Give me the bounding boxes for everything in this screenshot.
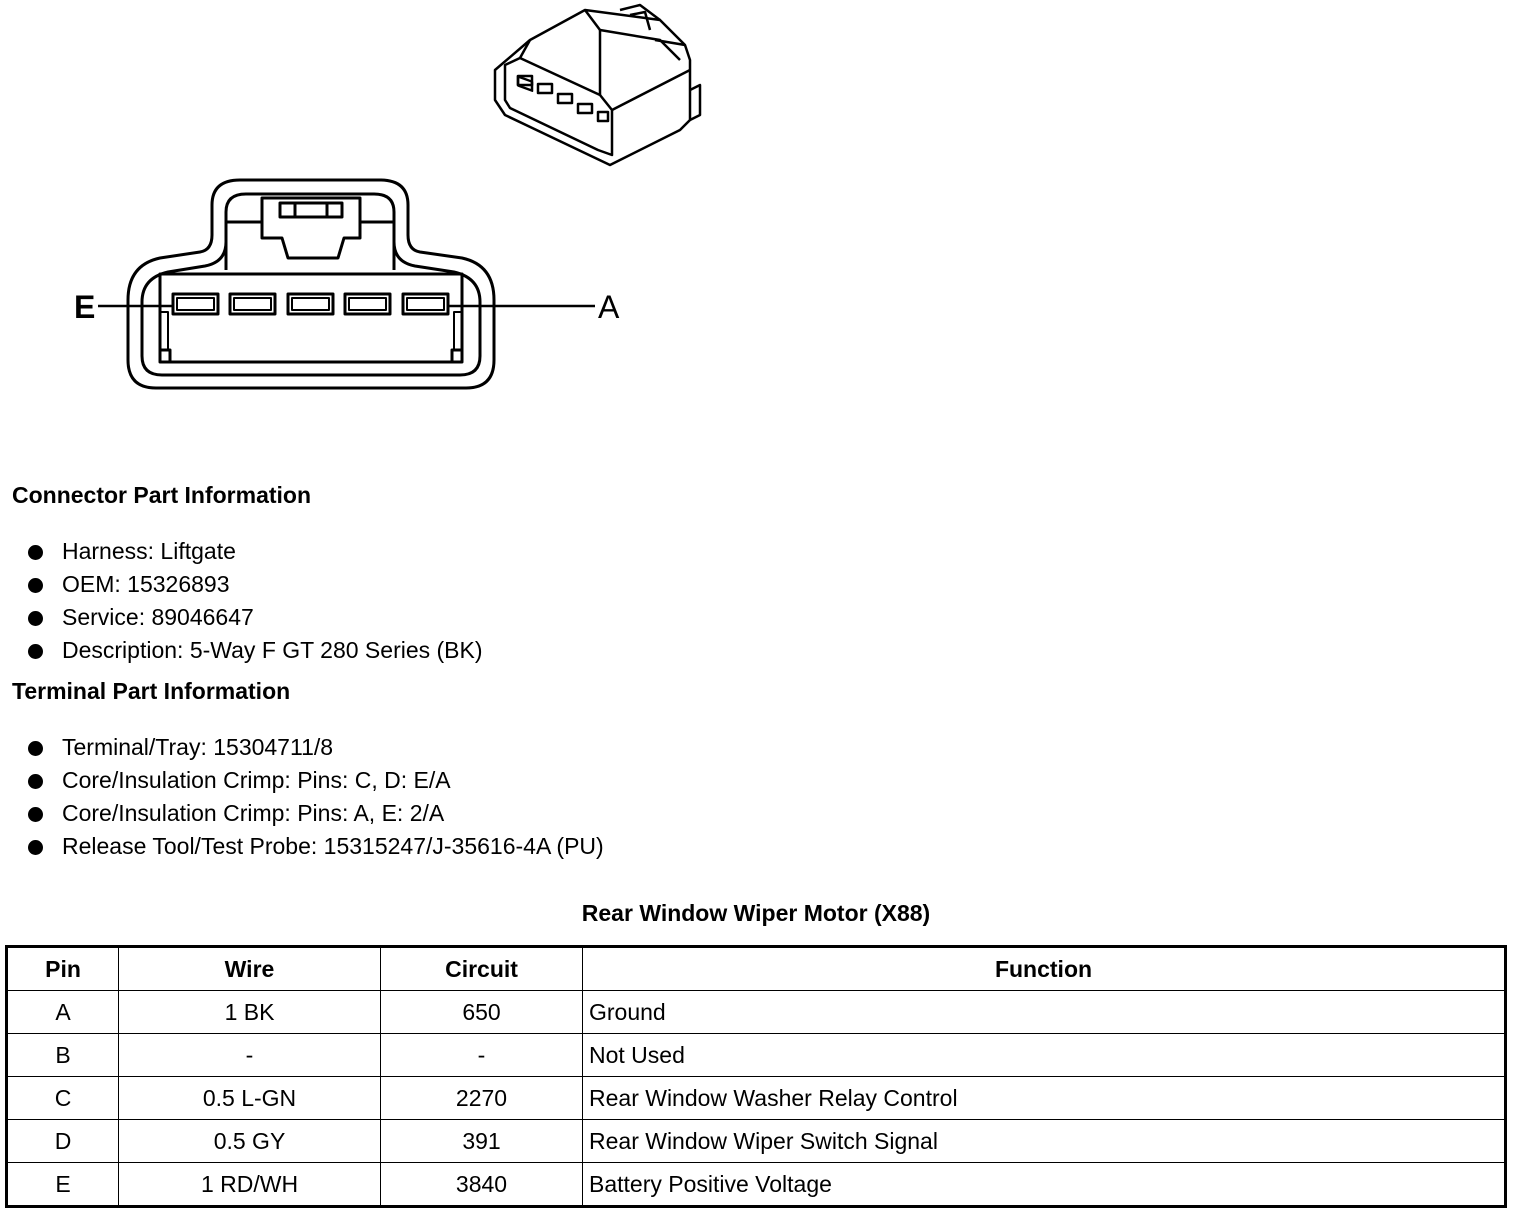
list-item: Core/Insulation Crimp: Pins: C, D: E/A <box>28 764 604 797</box>
list-item: Description: 5-Way F GT 280 Series (BK) <box>28 634 483 667</box>
connector-illustration <box>0 0 1520 440</box>
circuit-cell: - <box>381 1034 583 1077</box>
column-header-pin: Pin <box>7 947 119 991</box>
pin-cell: E <box>7 1163 119 1207</box>
circuit-cell: 3840 <box>381 1163 583 1207</box>
table-title: Rear Window Wiper Motor (X88) <box>581 900 931 926</box>
function-cell: Ground <box>583 991 1506 1034</box>
terminal-info-list <box>28 731 604 863</box>
list-item: Service: 89046647 <box>28 601 483 634</box>
pin-label-a: A <box>598 289 620 325</box>
bullet-icon <box>28 578 43 593</box>
table-row <box>7 1163 1506 1207</box>
circuit-cell: 650 <box>381 991 583 1034</box>
table-header-row <box>7 947 1506 991</box>
pin-cell: A <box>7 991 119 1034</box>
wire-cell: 1 BK <box>119 991 381 1034</box>
bullet-icon <box>28 741 43 756</box>
table-row <box>7 1034 1506 1077</box>
list-item: OEM: 15326893 <box>28 568 483 601</box>
wire-cell: 0.5 GY <box>119 1120 381 1163</box>
wire-cell: 0.5 L-GN <box>119 1077 381 1120</box>
function-cell: Rear Window Washer Relay Control <box>583 1077 1506 1120</box>
circuit-cell: 391 <box>381 1120 583 1163</box>
terminal-info-heading: Terminal Part Information <box>12 678 291 704</box>
bullet-icon <box>28 774 43 789</box>
pinout-table <box>5 945 1507 1208</box>
column-header-wire: Wire <box>119 947 381 991</box>
bullet-icon <box>28 807 43 822</box>
list-item: Core/Insulation Crimp: Pins: A, E: 2/A <box>28 797 604 830</box>
table-row <box>7 991 1506 1034</box>
function-cell: Battery Positive Voltage <box>583 1163 1506 1207</box>
connector-info-list <box>28 535 483 667</box>
function-cell: Rear Window Wiper Switch Signal <box>583 1120 1506 1163</box>
connector-info-heading: Connector Part Information <box>12 482 312 508</box>
connector-front-view <box>98 180 595 388</box>
pin-cell: C <box>7 1077 119 1120</box>
column-header-function: Function <box>583 947 1506 991</box>
pin-cell: B <box>7 1034 119 1077</box>
bullet-icon <box>28 611 43 626</box>
bullet-icon <box>28 545 43 560</box>
table-row <box>7 1120 1506 1163</box>
column-header-circuit: Circuit <box>381 947 583 991</box>
list-item: Terminal/Tray: 15304711/8 <box>28 731 604 764</box>
circuit-cell: 2270 <box>381 1077 583 1120</box>
wire-cell: 1 RD/WH <box>119 1163 381 1207</box>
function-cell: Not Used <box>583 1034 1506 1077</box>
bullet-icon <box>28 840 43 855</box>
pin-cell: D <box>7 1120 119 1163</box>
wire-cell: - <box>119 1034 381 1077</box>
table-row <box>7 1077 1506 1120</box>
bullet-icon <box>28 644 43 659</box>
list-item: Harness: Liftgate <box>28 535 483 568</box>
connector-3d-view <box>495 5 700 165</box>
list-item: Release Tool/Test Probe: 15315247/J-35616-4A (PU) <box>28 830 604 863</box>
pin-label-e: E <box>74 289 96 325</box>
